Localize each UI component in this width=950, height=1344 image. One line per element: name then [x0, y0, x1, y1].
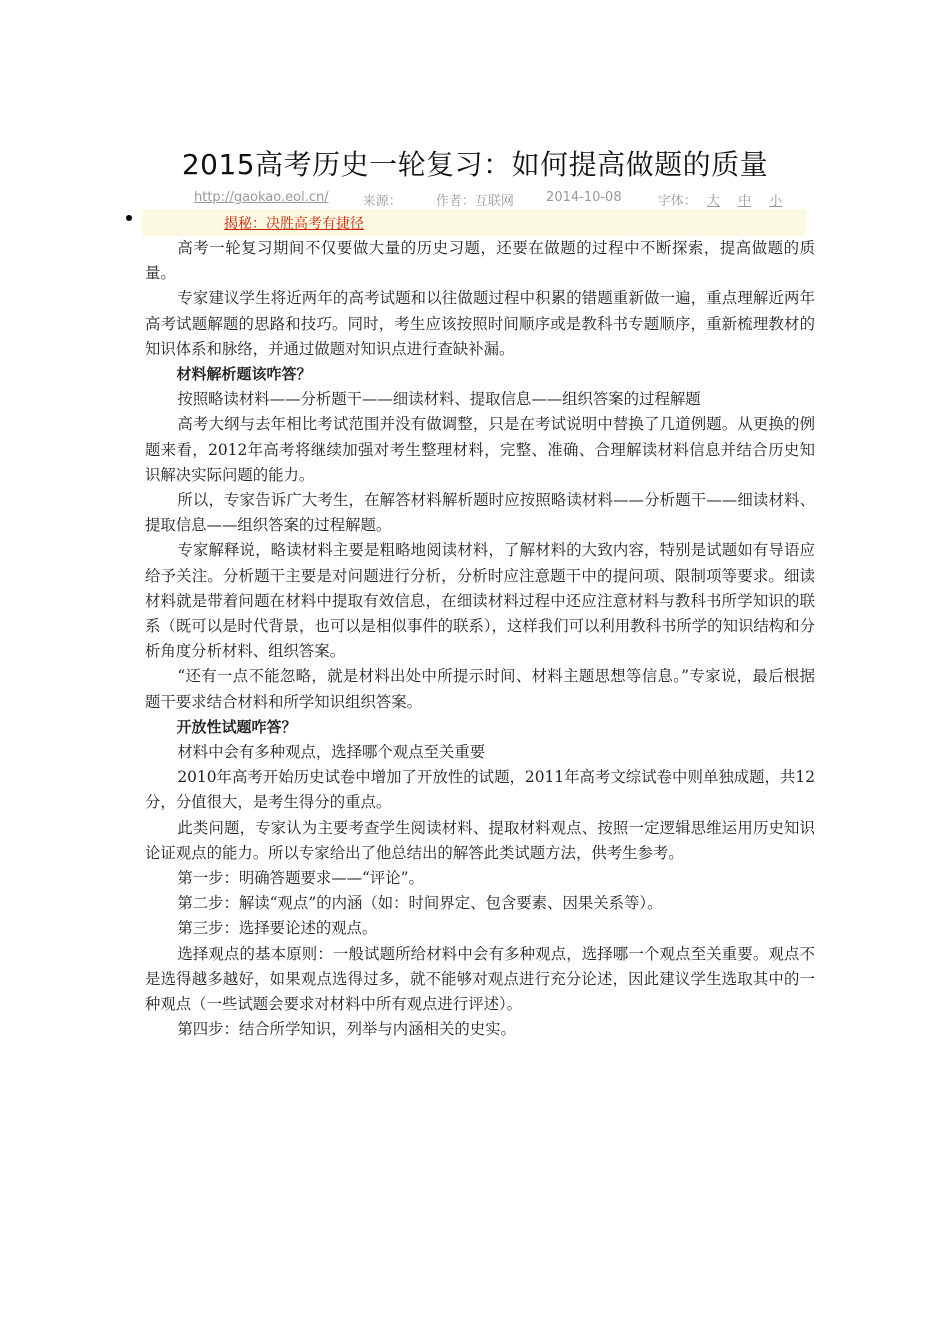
- article-body: [145, 236, 815, 1043]
- body-paragraph: 此类问题，专家认为主要考查学生阅读材料、提取材料观点、按照一定逻辑思维运用历史知识论证观点的能力。所以专家给出了他总结出的解答此类试题方法，供考生参考。: [145, 818, 815, 862]
- body-paragraph: 所以，专家告诉广大考生，在解答材料解析题时应按照略读材料——分析题干——细读材料、提取信息——组织答案的过程解题。: [145, 491, 815, 535]
- body-paragraph: 高考一轮复习期间不仅要做大量的历史习题，还要在做题的过程中不断探索，提高做题的质量。: [145, 239, 815, 283]
- body-paragraph: 专家解释说，略读材料主要是粗略地阅读材料，了解材料的大致内容，特别是试题如有导语应给予关注。分析题干主要是对问题进行分析，分析时应注意题干中的提问项、限制项等要求。细读材料就是带着问题在材料中提取有效信息，在细读材料过程中还应注意材料与教科书所学知识的联系（既可以是时代背景，也可以是相似事件的联系），这样我们可以利用教科书所学的知识结构和分析角度分析材料、组织答案。: [145, 541, 815, 661]
- section-heading: 材料解析题该咋答？: [176, 365, 312, 384]
- body-paragraph: 2010年高考开始历史试卷中增加了开放性的试题，2011年高考文综试卷中则单独成题，共12分，分值很大，是考生得分的重点。: [145, 768, 815, 812]
- source-label: 来源：: [362, 194, 402, 209]
- body-paragraph: 选择观点的基本原则：一般试题所给材料中会有多种观点，选择哪一个观点至关重要。观点不是选得越多越好，如果观点选得过多，就不能够对观点进行充分论述，因此建议学生选取其中的一种观点（一些试题会要求对材料中所有观点进行评述）。: [145, 944, 815, 1014]
- bullet-icon: [126, 215, 132, 221]
- source-url-link[interactable]: http://gaokao.eol.cn/: [194, 190, 329, 205]
- font-size-large-link[interactable]: 大: [706, 194, 720, 209]
- body-paragraph: 第二步：解读“观点”的内涵（如：时间界定、包含要素、因果关系等）。: [177, 894, 663, 913]
- article-title: 2015高考历史一轮复习：如何提高做题的质量: [181, 148, 769, 181]
- body-paragraph: “还有一点不能忽略，就是材料出处中所提示时间、材料主题思想等信息。”专家说，最后根据题干要求结合材料和所学知识组织答案。: [145, 667, 815, 711]
- body-paragraph: 第一步：明确答题要求——“评论”。: [177, 869, 424, 888]
- publish-date: 2014-10-08: [546, 190, 622, 205]
- font-size-label: 字体：: [657, 194, 697, 209]
- body-paragraph: 第三步：选择要论述的观点。: [177, 919, 378, 938]
- promo-link[interactable]: 揭秘：决胜高考有捷径: [224, 216, 364, 232]
- body-paragraph: 第四步：结合所学知识，列举与内涵相关的史实。: [177, 1020, 516, 1039]
- section-heading: 开放性试题咋答？: [176, 717, 297, 736]
- body-paragraph: 高考大纲与去年相比考试范围并没有做调整，只是在考试说明中替换了几道例题。从更换的例题来看，2012年高考将继续加强对考生整理材料，完整、准确、合理解读材料信息并结合历史知识解决实际问题的能力。: [145, 415, 815, 484]
- font-size-medium-link[interactable]: 中: [738, 194, 752, 209]
- font-size-small-link[interactable]: 小: [769, 194, 783, 209]
- article-meta: [194, 190, 782, 208]
- promo-row: [120, 209, 806, 236]
- body-paragraph: 按照略读材料——分析题干——细读材料、提取信息——组织答案的过程解题: [177, 390, 701, 409]
- body-paragraph: 材料中会有多种观点，选择哪个观点至关重要: [177, 743, 486, 762]
- promo-highlight: [142, 209, 806, 236]
- body-paragraph: 专家建议学生将近两年的高考试题和以往做题过程中积累的错题重新做一遍，重点理解近两年高考试题解题的思路和技巧。同时，考生应该按照时间顺序或是教科书专题顺序，重新梳理教材的知识体系和脉络，并通过做题对知识点进行查缺补漏。: [145, 289, 815, 358]
- author-label: 作者：互联网: [435, 194, 514, 209]
